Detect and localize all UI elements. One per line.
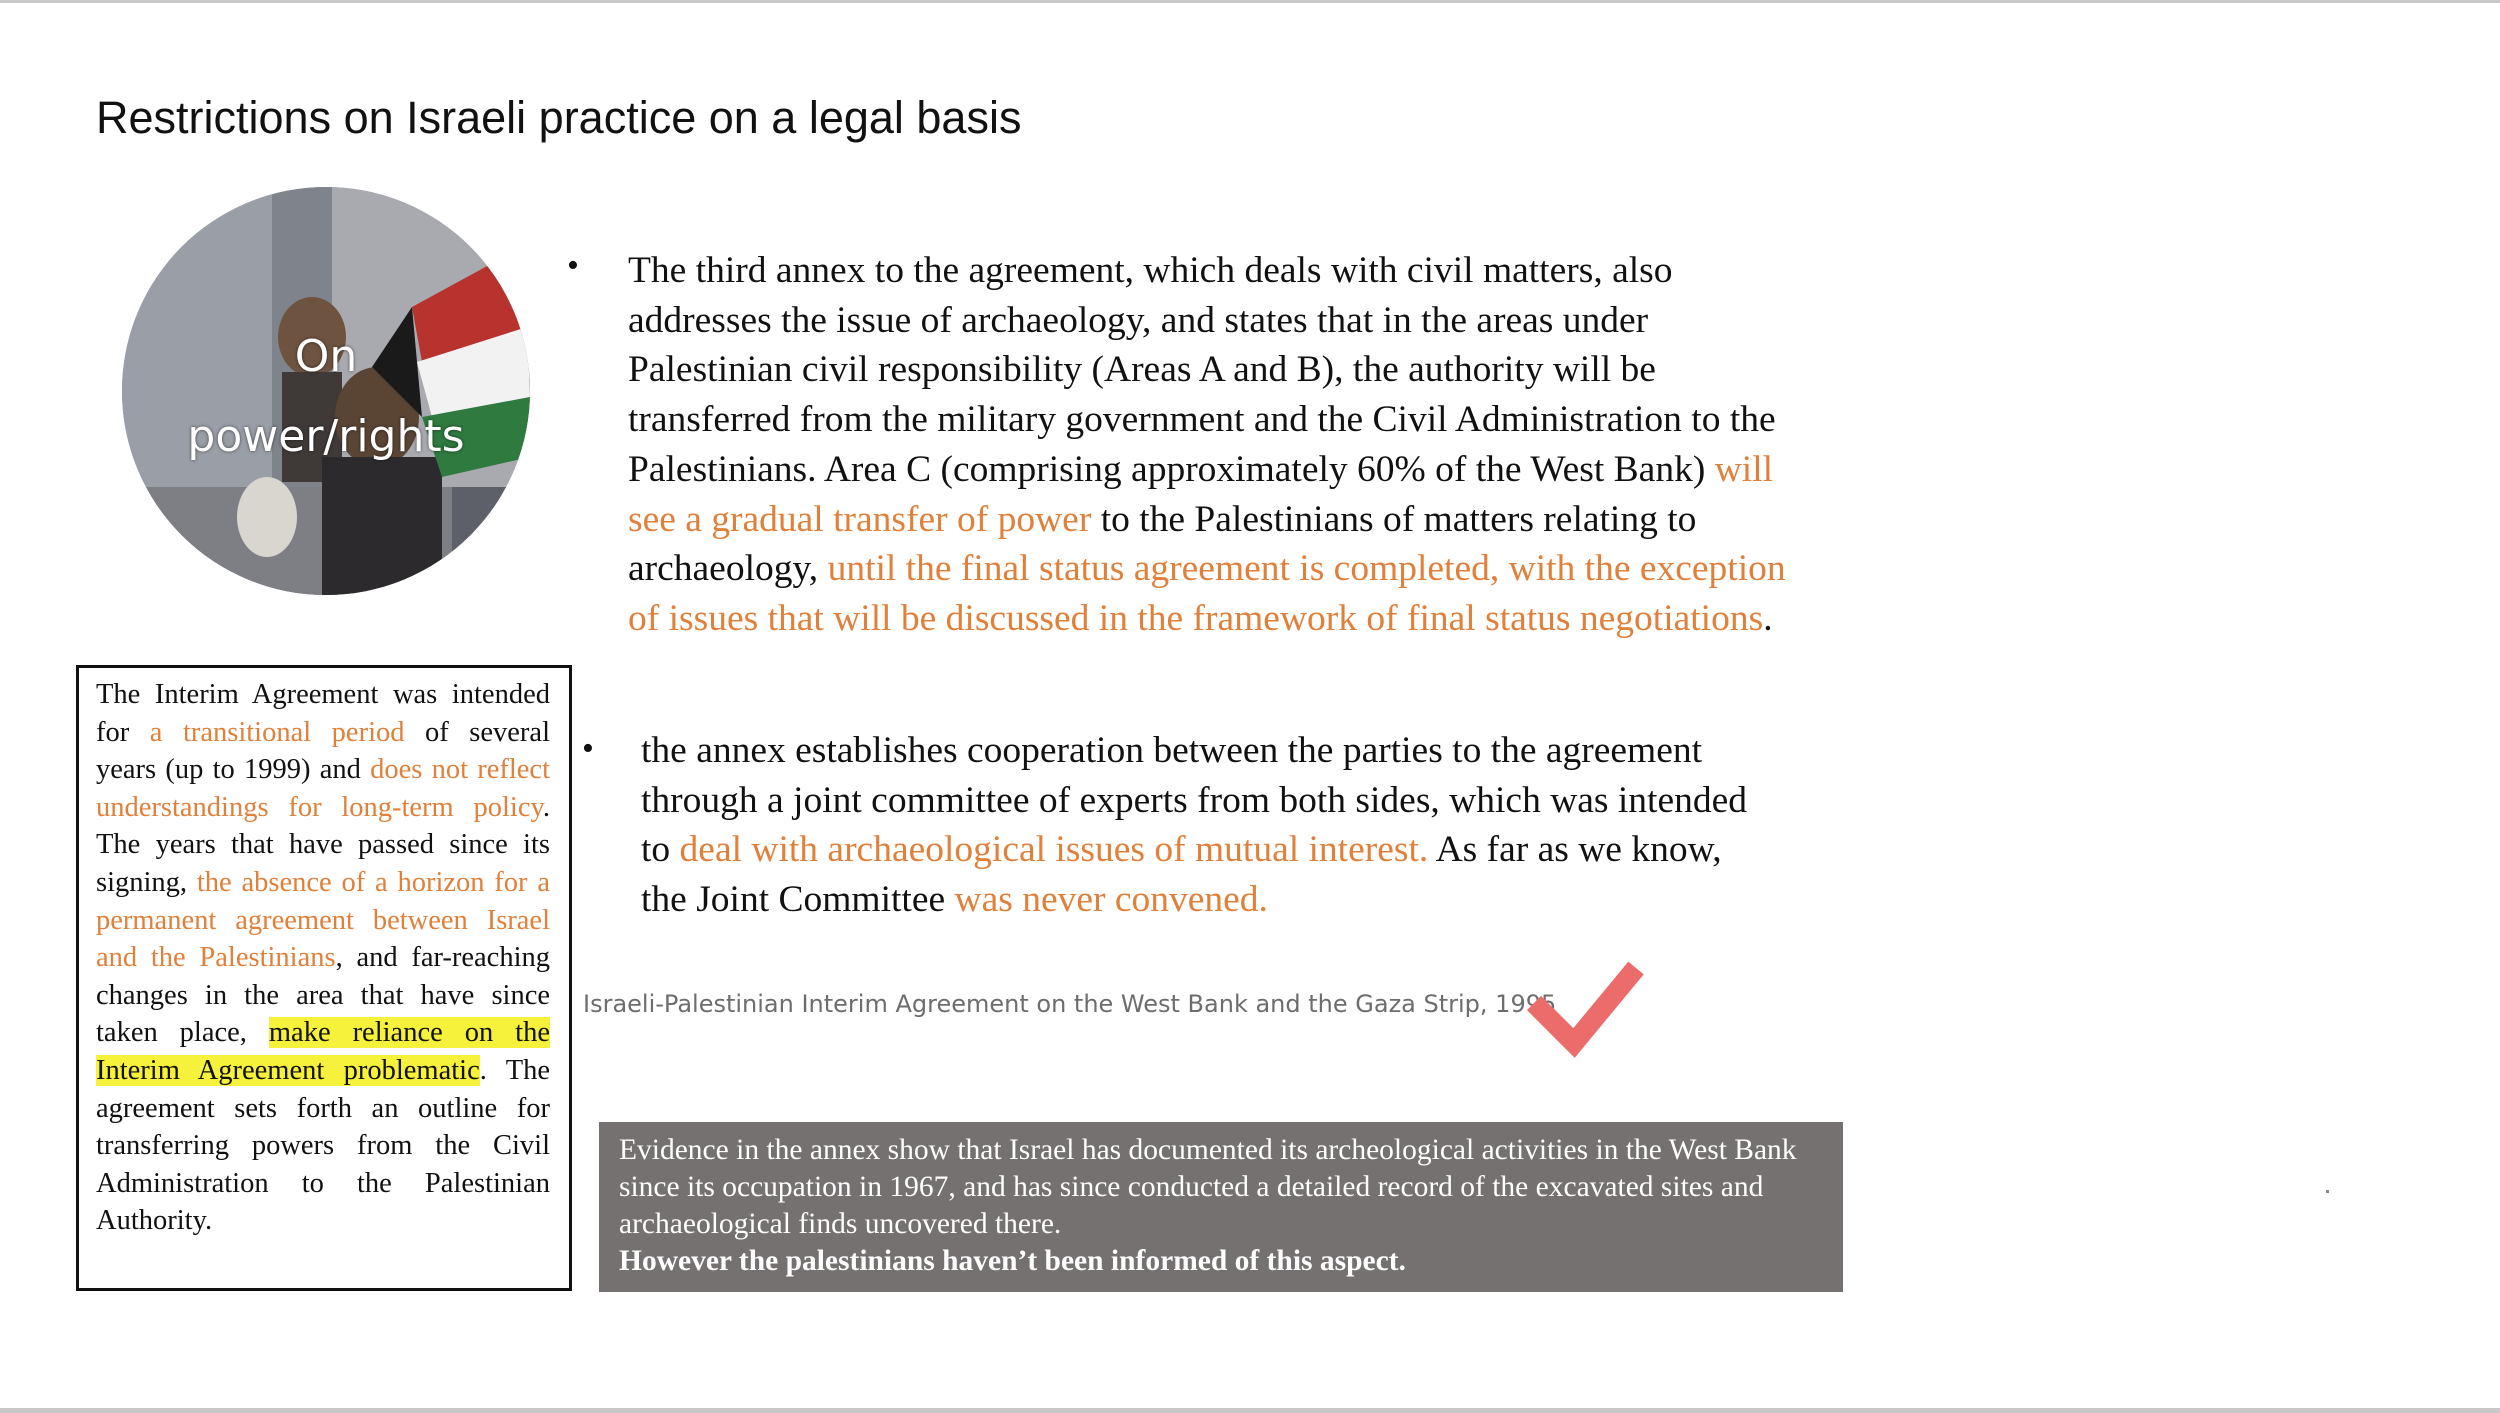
bullet-marker-2: •	[582, 730, 594, 767]
box-text-5: . The years that have passed since its signing,	[96, 791, 550, 898]
box-highlight-text: make reliance on the Interim Agreement problematic	[96, 1017, 550, 1086]
bullet2-text-4: was never convened.	[954, 879, 1268, 921]
bullet-marker-1: •	[567, 247, 579, 284]
bottom-border-line	[0, 1408, 2500, 1413]
box-text-6: the absence of a horizon for a permanent agreement between Israel and the Palestinians	[96, 866, 550, 974]
evidence-note-box	[599, 1122, 1843, 1292]
checkmark-icon	[1524, 958, 1644, 1058]
bullet2-text-2: deal with archaeological issues of mutual interest.	[679, 829, 1429, 871]
box-text-7: , and far-reaching changes in the area that have since taken place,	[96, 942, 550, 1049]
box-text-3: of several years (up to 1999) and	[96, 716, 550, 786]
bullet2-text-1: the annex establishes cooperation between the parties to the agreement through a joint committee of experts from both sides, which was intended to	[641, 730, 1748, 871]
slide-title: Restrictions on Israeli practice on a legal basis	[96, 92, 1022, 143]
evidence-bold-text: However the palestinians haven’t been informed of this aspect.	[619, 1245, 1406, 1277]
top-border-line	[0, 0, 2500, 3]
box-text-4: does not reflect understandings for long-term policy	[96, 754, 550, 823]
bullet-paragraph-1	[628, 246, 1798, 644]
circle-photo	[122, 187, 530, 595]
bullet1-text-1: The third annex to the agreement, which deals with civil matters, also addresses the issue of archaeology, and states that in the areas under Palestinian civil responsibility (Areas A and B), the authority will be transferred from the military government and the Civil Administration to the Palestinians. Area C (comprising approximately 60% of the West Bank)	[628, 250, 1776, 490]
circle-label	[122, 317, 530, 477]
evidence-text: Evidence in the annex show that Israel has documented its archeological activities in the West Bank since its occupation in 1967, and has since conducted a detailed record of the excavated sites and archaeological finds uncovered there.	[619, 1134, 1797, 1240]
box-text-9: . The agreement sets forth an outline for transferring powers from the Civil Administration to the Palestinian Authority.	[96, 1054, 550, 1237]
box-text-1: The Interim Agreement was intended for	[96, 679, 550, 748]
bullet1-text-4: until the final status agreement is completed, with the exception of issues that will be discussed in the framework of final status negotiations	[628, 548, 1786, 639]
bullet1-text-5: .	[1763, 597, 1773, 639]
bullet-paragraph-2	[641, 726, 1771, 925]
bullet1-text-2: will see a gradual transfer of power	[628, 448, 1774, 540]
circle-label-line1: On	[294, 331, 358, 382]
interim-agreement-box	[76, 665, 572, 1291]
source-caption: Israeli-Palestinian Interim Agreement on the West Bank and the Gaza Strip, 1995	[583, 990, 1557, 1018]
bullet2-text-3: As far as we know, the Joint Committee	[641, 829, 1722, 921]
bullet1-text-3: to the Palestinians of matters relating to archaeology,	[628, 498, 1697, 590]
box-text-2: a transitional period	[149, 716, 405, 748]
circle-label-line2: power/rights	[187, 411, 465, 462]
stray-dot	[2326, 1190, 2329, 1193]
